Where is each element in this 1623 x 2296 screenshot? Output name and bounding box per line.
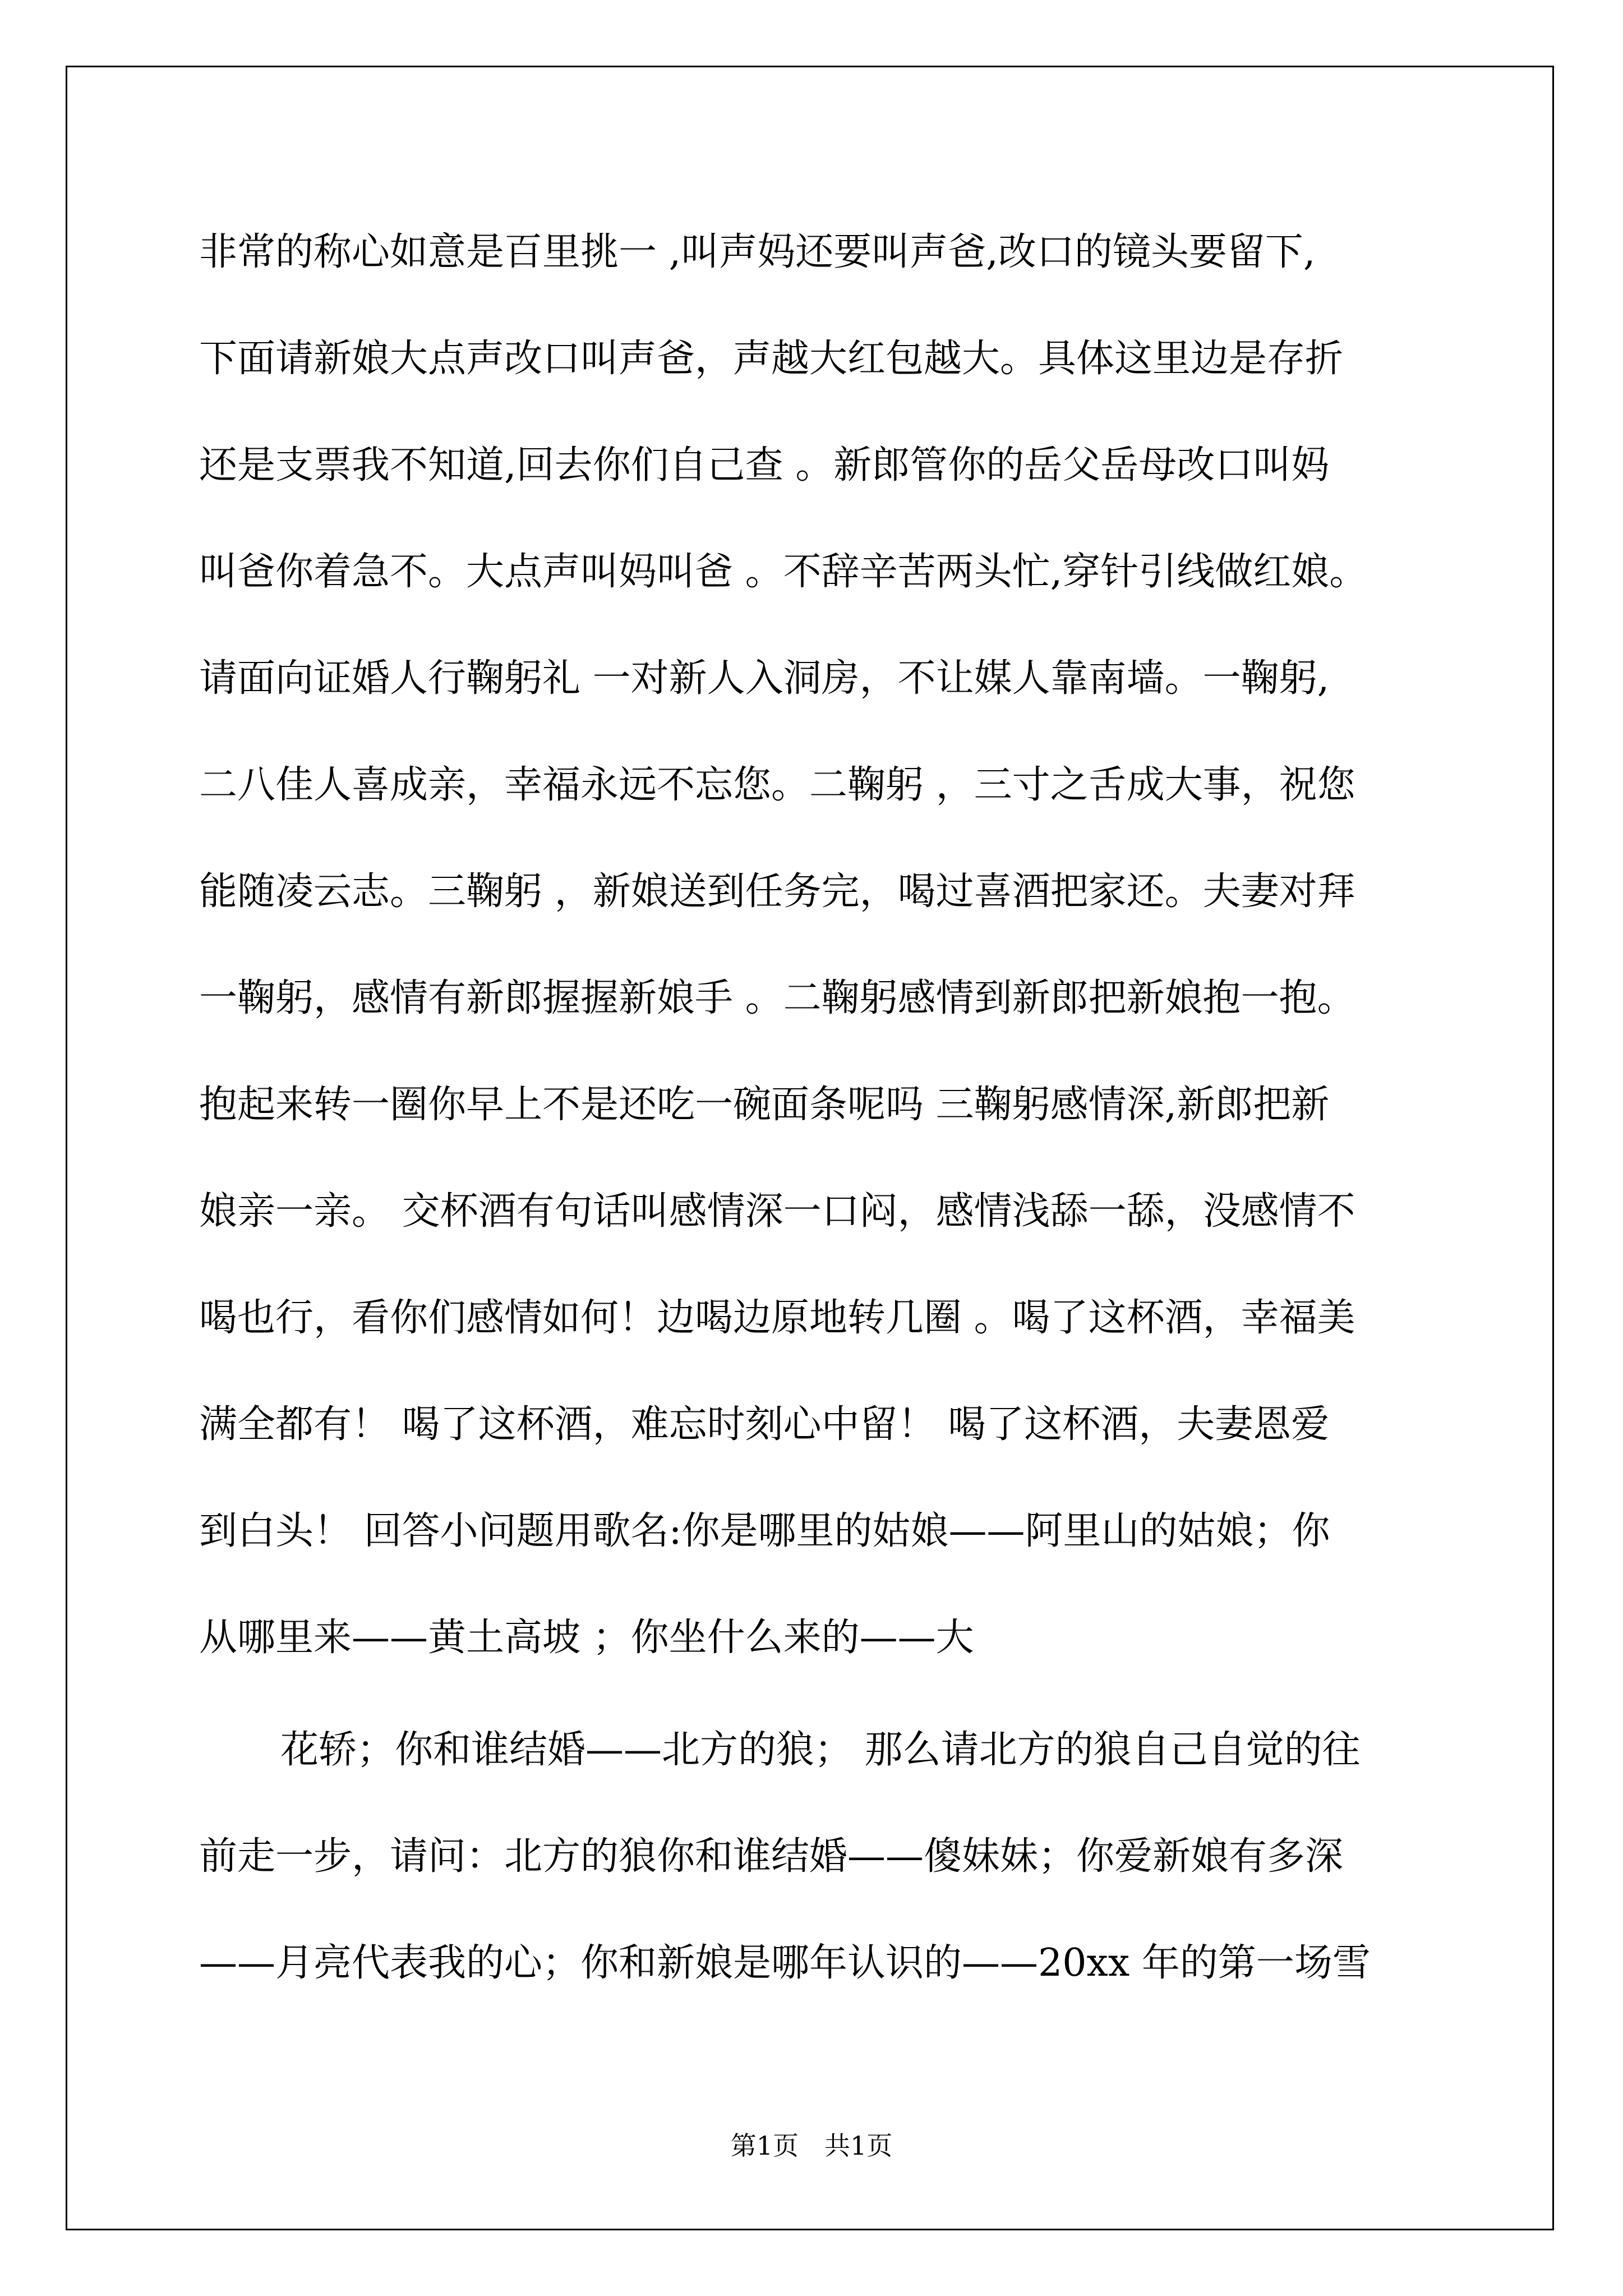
text-line: 抱起来转一圈你早上不是还吃一碗面条呢吗 三鞠躬感情深,新郎把新 — [199, 1083, 1330, 1127]
text-line: 二八佳人喜成亲，幸福永远不忘您。二鞠躬 ，三寸之舌成大事，祝您 — [199, 763, 1355, 807]
text-line: 花轿；你和谁结婚——北方的狼； 那么请北方的狼自己自觉的往 — [280, 1728, 1361, 1772]
text-line: 能随凌云志。三鞠躬 ，新娘送到任务完，喝过喜酒把家还。夫妻对拜 — [199, 869, 1355, 914]
text-line: 非常的称心如意是百里挑一 ,叫声妈还要叫声爸,改口的镜头要留下, — [199, 230, 1316, 274]
text-line: 到白头！ 回答小问题用歌名:你是哪里的姑娘——阿里山的姑娘；你 — [199, 1509, 1330, 1553]
text-line: 喝也行，看你们感情如何！边喝边原地转几圈 。喝了这杯酒，幸福美 — [199, 1296, 1355, 1340]
text-line: 还是支票我不知道,回去你们自己查 。新郎管你的岳父岳母改口叫妈 — [199, 443, 1330, 487]
text-line: 请面向证婚人行鞠躬礼 一对新人入洞房，不让媒人靠南墙。一鞠躬, — [199, 656, 1330, 701]
text-line: ——月亮代表我的心；你和新娘是哪年认识的——20xx 年的第一场雪 — [199, 1941, 1371, 1985]
page-border — [66, 66, 1554, 2230]
page-footer: 第1页 共1页 — [730, 2131, 893, 2161]
text-line: 一鞠躬，感情有新郎握握新娘手 。二鞠躬感情到新郎把新娘抱一抱。 — [199, 976, 1355, 1020]
text-line: 娘亲一亲。 交杯酒有句话叫感情深一口闷，感情浅舔一舔，没感情不 — [199, 1189, 1355, 1234]
text-line: 满全都有！ 喝了这杯酒，难忘时刻心中留！ 喝了这杯酒，夫妻恩爱 — [199, 1402, 1330, 1447]
text-line: 前走一步，请问：北方的狼你和谁结婚——傻妹妹；你爱新娘有多深 — [199, 1834, 1344, 1879]
text-line: 叫爸你着急不。大点声叫妈叫爸 。不辞辛苦两头忙,穿针引线做红娘。 — [199, 550, 1368, 594]
text-line: 从哪里来——黄土高坡 ；你坐什么来的——大 — [199, 1616, 974, 1660]
text-line: 下面请新娘大点声改口叫声爸，声越大红包越大。具体这里边是存折 — [199, 337, 1344, 381]
